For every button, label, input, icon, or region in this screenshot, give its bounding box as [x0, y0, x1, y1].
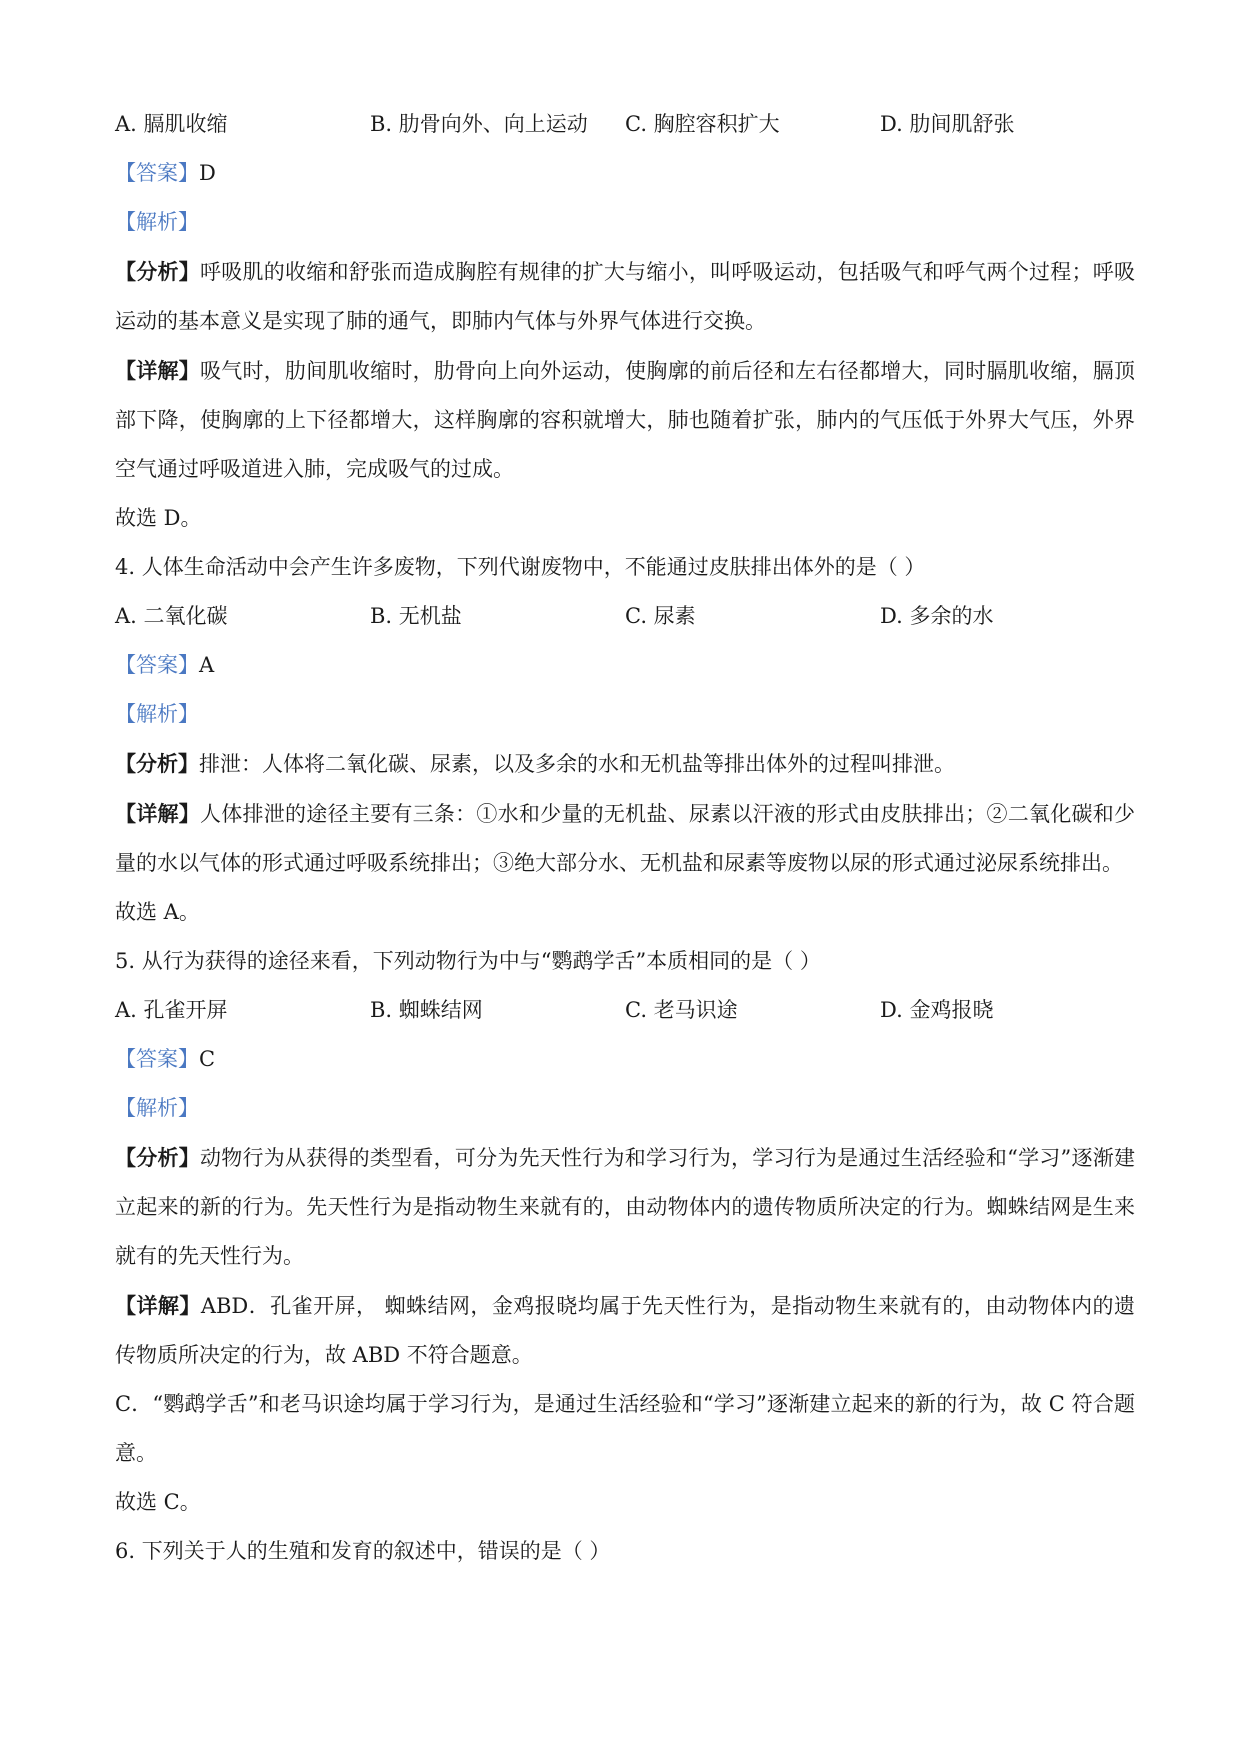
- q5-xiangjie: [115, 1281, 1135, 1380]
- q4-fenxi-tag: 【分析】: [115, 751, 199, 776]
- q4-analysis-tag: 【解析】: [115, 702, 199, 726]
- q4-xiangjie: [115, 789, 1135, 888]
- q4-option-d: D. 多余的水: [880, 604, 994, 628]
- q5-options: [115, 986, 1135, 1035]
- q3-answer: D: [199, 161, 216, 185]
- q5-option-a: A. 孔雀开屏: [115, 998, 228, 1022]
- document-page: [115, 100, 1135, 1576]
- q3-option-d: D. 肋间肌舒张: [880, 112, 1015, 136]
- q4-xiangjie-text: 人体排泄的途径主要有三条：①水和少量的无机盐、尿素以汗液的形式由皮肤排出；②二氧化碳和少量的水以气体的形式通过呼吸系统排出；③绝大部分水、无机盐和尿素等废物以尿的形式通过泌尿系统排出。: [115, 802, 1136, 875]
- q3-option-b: B. 肋骨向外、向上运动: [370, 112, 588, 136]
- q5-fenxi-text: 动物行为从获得的类型看，可分为先天性行为和学习行为，学习行为是通过生活经验和“学习”逐渐建立起来的新的行为。先天性行为是指动物生来就有的，由动物体内的遗传物质所决定的行为。蜘蛛结网是生来就有的先天性行为。: [115, 1146, 1136, 1268]
- q5-option-d: D. 金鸡报晓: [880, 998, 994, 1022]
- q5-answer: C: [199, 1047, 216, 1071]
- q5-option-c: C. 老马识途: [625, 998, 738, 1022]
- q4-question: 4. 人体生命活动中会产生许多废物，下列代谢废物中，不能通过皮肤排出体外的是（ ）: [115, 555, 926, 579]
- q5-fenxi: [115, 1133, 1135, 1281]
- q3-options: [115, 100, 1135, 149]
- q3-answer-line: [115, 149, 1135, 198]
- q5-analysis-tag: 【解析】: [115, 1096, 199, 1120]
- q4-option-b: B. 无机盐: [370, 604, 462, 628]
- q3-xiangjie: [115, 346, 1135, 494]
- q4-fenxi: [115, 739, 1135, 789]
- q4-xiangjie-tag: 【详解】: [115, 801, 201, 826]
- q4-conclusion: 故选 A。: [115, 900, 200, 924]
- q5-answer-tag: 【答案】: [115, 1047, 199, 1071]
- q4-options: [115, 592, 1135, 641]
- q3-conclusion: 故选 D。: [115, 506, 202, 530]
- q3-xiangjie-tag: 【详解】: [115, 358, 201, 383]
- q3-xiangjie-text: 吸气时，肋间肌收缩时，肋骨向上向外运动，使胸廓的前后径和左右径都增大，同时膈肌收缩，膈顶部下降，使胸廓的上下径都增大，这样胸廓的容积就增大，肺也随着扩张，肺内的气压低于外界大气压，外界空气通过呼吸道进入肺，完成吸气的过成。: [115, 359, 1136, 481]
- q4-answer-line: [115, 641, 1135, 690]
- q5-option-b: B. 蜘蛛结网: [370, 998, 483, 1022]
- q3-option-a: A. 膈肌收缩: [115, 112, 228, 136]
- q5-xiangjie-tag: 【详解】: [115, 1293, 201, 1318]
- q5-fenxi-tag: 【分析】: [115, 1145, 200, 1170]
- q3-fenxi-tag: 【分析】: [115, 259, 201, 284]
- q3-option-c: C. 胸腔容积扩大: [625, 112, 780, 136]
- q3-answer-tag: 【答案】: [115, 161, 199, 185]
- q5-question: 5. 从行为获得的途径来看，下列动物行为中与“鹦鹉学舌”本质相同的是（ ）: [115, 949, 821, 973]
- q4-answer: A: [199, 653, 215, 677]
- q6-question: 6. 下列关于人的生殖和发育的叙述中，错误的是（ ）: [115, 1539, 611, 1563]
- q4-option-a: A. 二氧化碳: [115, 604, 228, 628]
- q4-fenxi-text: 排泄：人体将二氧化碳、尿素，以及多余的水和无机盐等排出体外的过程叫排泄。: [199, 752, 955, 776]
- q4-answer-tag: 【答案】: [115, 653, 199, 677]
- q4-option-c: C. 尿素: [625, 604, 696, 628]
- q3-fenxi-text: 呼吸肌的收缩和舒张而造成胸腔有规律的扩大与缩小，叫呼吸运动，包括吸气和呼气两个过程；呼吸运动的基本意义是实现了肺的通气，即肺内气体与外界气体进行交换。: [115, 260, 1136, 333]
- q3-analysis-tag: 【解析】: [115, 210, 199, 234]
- q5-conclusion: 故选 C。: [115, 1490, 201, 1514]
- q5-answer-line: [115, 1035, 1135, 1084]
- q5-option-c-explanation: C．“鹦鹉学舌”和老马识途均属于学习行为，是通过生活经验和“学习”逐渐建立起来的新的行为，故 C 符合题意。: [115, 1392, 1135, 1465]
- q3-fenxi: [115, 247, 1135, 346]
- q5-xiangjie-text: ABD．孔雀开屏， 蜘蛛结网，金鸡报晓均属于先天性行为，是指动物生来就有的，由动物体内的遗传物质所决定的行为，故 ABD 不符合题意。: [115, 1294, 1136, 1367]
